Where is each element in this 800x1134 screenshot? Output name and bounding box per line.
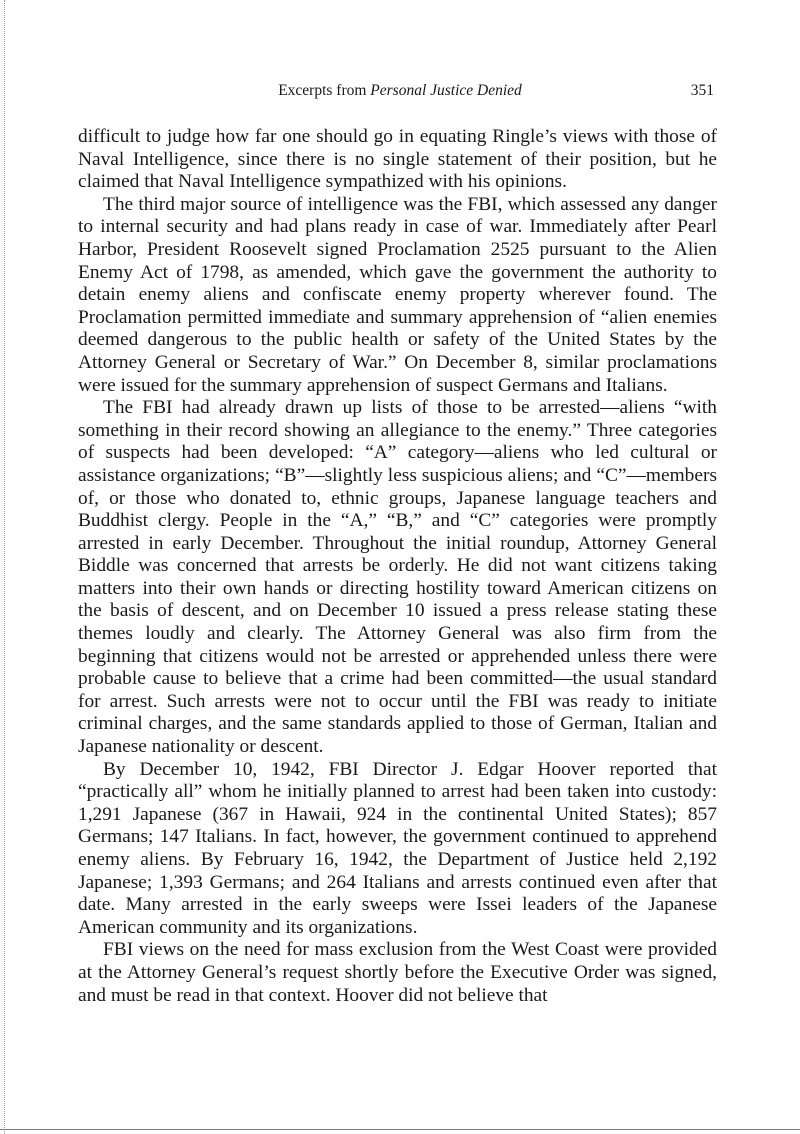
page-number: 351 (690, 82, 714, 99)
page-bottom-edge (0, 1129, 800, 1130)
paragraph: FBI views on the need for mass exclusion from the West Coast were provided at the Attorney General’s request shortly before the Executive Order was signed, and must be read in that context. Hoover did not believe that (78, 939, 717, 1006)
running-title (78, 82, 722, 100)
paragraph: The third major source of intelligence was the FBI, which assessed any danger to internal security and had plans ready in case of war. Immediately after Pearl Harbor, President Roosevelt signed Proclamation 2525 pursuant to the Alien Enemy Act of 1798, as amended, which gave the government the authority to detain enemy aliens and confiscate enemy property wherever found. The Proclamation permitted immediate and summary apprehension of “alien enemies deemed dangerous to the public health or safety of the United States by the Attorney General or Secretary of War.” On December 8, similar proclamations were issued for the summary apprehension of suspect Germans and Italians. (78, 193, 717, 396)
running-head (78, 82, 722, 102)
paragraph: The FBI had already drawn up lists of those to be arrested—aliens “with something in their record showing an allegiance to the enemy.” Three categories of suspects had been developed: “A” category—aliens who led cultural or assistance organizations; “B”—slightly less suspicious aliens; and “C”—members of, or those who donated to, ethnic groups, Japanese language teachers and Buddhist clergy. People in the “A,” “B,” and “C” categories were promptly arrested in early December. Throughout the initial roundup, Attorney General Biddle was concerned that arrests be orderly. He did not want citizens taking matters into their own hands or directing hostility toward American citizens on the basis of descent, and on December 10 issued a press release stating these themes loudly and clearly. The Attorney General was also firm from the beginning that citizens would not be arrested or apprehended unless there were probable cause to believe that a crime had been committed—the usual standard for arrest. Such arrests were not to occur until the FBI was ready to initiate criminal charges, and the same standards applied to those of German, Italian and Japanese nationality or descent. (78, 397, 717, 758)
running-title-prefix: Excerpts from (278, 82, 371, 99)
body-text (78, 126, 717, 1007)
page-left-edge (0, 0, 5, 1134)
paragraph: By December 10, 1942, FBI Director J. Edgar Hoover reported that “practically all” whom he initially planned to arrest had been taken into custody: 1,291 Japanese (367 in Hawaii, 924 in the continental United States); 857 Germans; 147 Italians. In fact, however, the government continued to apprehend enemy aliens. By February 16, 1942, the Department of Justice held 2,192 Japanese; 1,393 Germans; and 264 Italians and arrests continued even after that date. Many arrested in the early sweeps were Issei leaders of the Japanese American community and its organizations. (78, 758, 717, 938)
paragraph-continued: difficult to judge how far one should go in equating Ringle’s views with those of Naval Intelligence, since there is no single statement of their position, but he claimed that Naval Intelligence sympathized with his opinions. (78, 126, 717, 193)
running-title-book: Personal Justice Denied (370, 82, 522, 99)
